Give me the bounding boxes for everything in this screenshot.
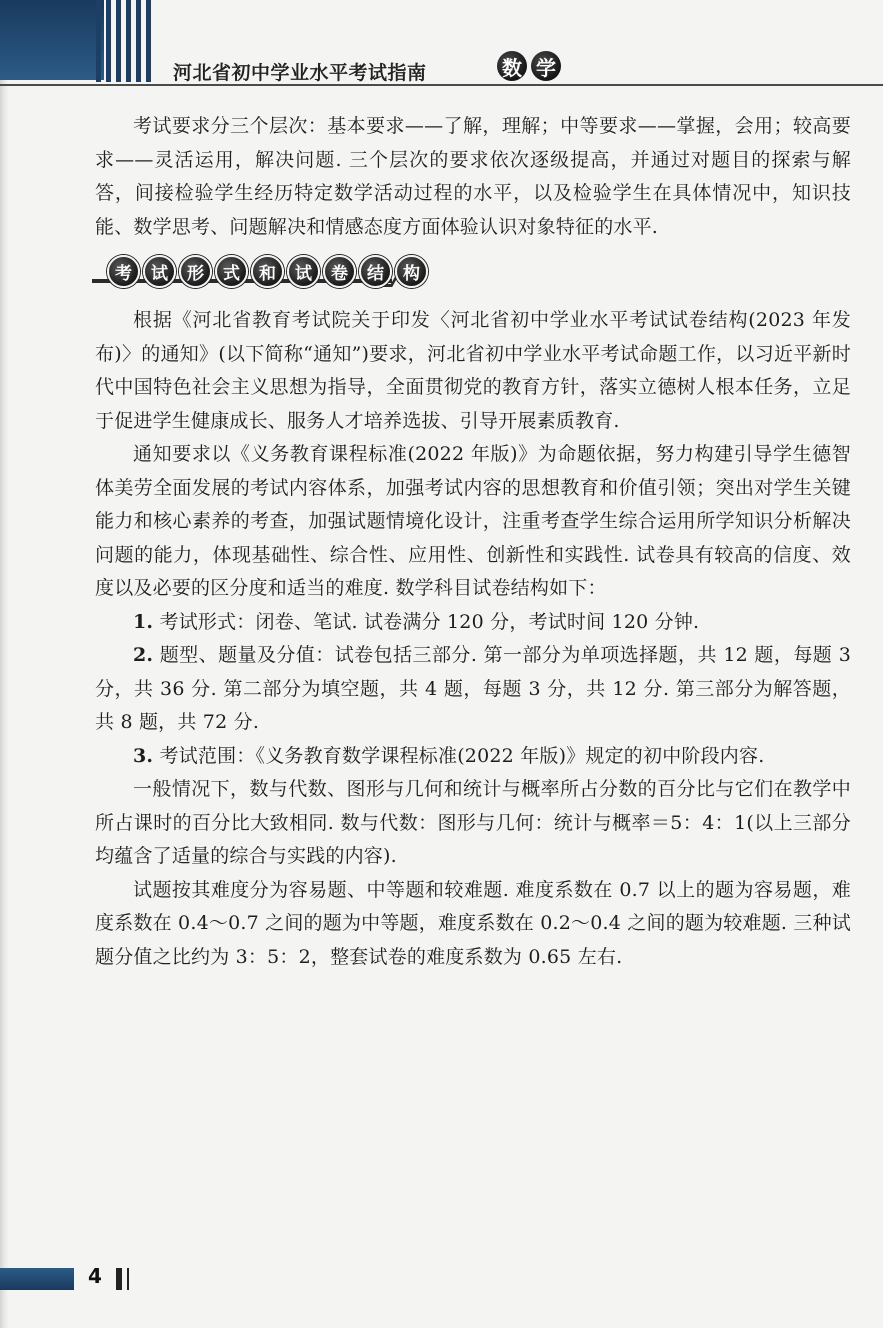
list-item-exam-format <box>95 606 851 640</box>
paragraph-score-ratio: 一般情况下，数与代数、图形与几何和统计与概率所占分数的百分比与它们在教学中所占课时的百分比大致相同. 数与代数：图形与几何：统计与概率＝5：4：1(以上三部分均蕴含了适量的综合与实践的内容). <box>95 778 851 867</box>
list-item-text: 考试形式：闭卷、笔试. 试卷满分 120 分，考试时间 120 分钟. <box>153 610 700 633</box>
section-heading-char: 形 <box>179 255 212 288</box>
header-rule <box>0 84 883 86</box>
footer-tick <box>127 1268 129 1290</box>
subject-badge <box>497 51 561 81</box>
paragraph-requirements: 通知要求以《义务教育课程标准(2022 年版)》为命题依据，努力构建引导学生德智体美劳全面发展的考试内容体系，加强考试内容的思想教育和价值引领；突出对学生关键能力和核心素养的考查，加强试题情境化设计，注重考查学生综合运用所学知识分析解决问题的能力，体现基础性、综合性、应用性、创新性和实践性. 试卷具有较高的信度、效度以及必要的区分度和适当的难度. 数学科目试卷结构如下： <box>95 443 851 599</box>
list-item-exam-scope <box>95 740 851 774</box>
section-heading-char: 式 <box>215 255 248 288</box>
section-heading-char: 结 <box>359 255 392 288</box>
footer-tick <box>116 1268 122 1290</box>
section-heading <box>92 255 851 295</box>
section-heading-char: 卷 <box>323 255 356 288</box>
subject-char: 数 <box>497 51 527 81</box>
section-heading-char: 考 <box>107 255 140 288</box>
header-title: 河北省初中学业水平考试指南 <box>173 62 427 84</box>
list-item-text: 题型、题量及分值：试卷包括三部分. 第一部分为单项选择题，共 12 题，每题 3 分，共 36 分. 第二部分为填空题，共 4 题，每题 3 分，共 12 分. 第三部分为解答题，共 8 题，共 72 分. <box>95 644 851 733</box>
page-edge-shadow <box>0 0 9 1328</box>
section-heading-chars <box>107 255 428 288</box>
paragraph-difficulty: 试题按其难度分为容易题、中等题和较难题. 难度系数在 0.7 以上的题为容易题，难度系数在 0.4～0.7 之间的题为中等题，难度系数在 0.2～0.4 之间的题为较难题. 三种试题分值之比约为 3：5：2，整套试卷的难度系数为 0.65 左右. <box>95 878 851 968</box>
header-color-block <box>0 0 104 80</box>
header-stripes <box>96 0 154 82</box>
subject-char: 学 <box>531 51 561 81</box>
footer-color-bar <box>0 1268 74 1290</box>
list-item-number: 1. <box>133 610 154 633</box>
section-heading-char: 构 <box>395 255 428 288</box>
paragraph-notice: 根据《河北省教育考试院关于印发〈河北省初中学业水平考试试卷结构(2023 年发布)〉的通知》(以下简称“通知”)要求，河北省初中学业水平考试命题工作，以习近平新时代中国特色社会主义思想为指导，全面贯彻党的教育方针，落实立德树人根本任务，立足于促进学生健康成长、服务人才培养选拔、引导开展素质教育. <box>95 309 851 432</box>
section-heading-char: 试 <box>287 255 320 288</box>
page-number: 4 <box>88 1264 102 1288</box>
page-content <box>95 110 851 974</box>
list-item-number: 2. <box>133 644 154 666</box>
section-heading-char: 试 <box>143 255 176 288</box>
list-item-text: 考试范围：《义务教育数学课程标准(2022 年版)》规定的初中阶段内容. <box>153 744 765 767</box>
section-heading-char: 和 <box>251 255 284 288</box>
list-item-number: 3. <box>133 744 154 767</box>
list-item-question-types <box>95 639 851 740</box>
intro-paragraph: 考试要求分三个层次：基本要求——了解，理解；中等要求——掌握，会用；较高要求——灵活运用，解决问题. 三个层次的要求依次逐级提高，并通过对题目的探索与解答，间接检验学生经历特定数学活动过程的水平，以及检验学生在具体情况中，知识技能、数学思考、问题解决和情感态度方面体验认识对象特征的水平. <box>95 115 851 238</box>
